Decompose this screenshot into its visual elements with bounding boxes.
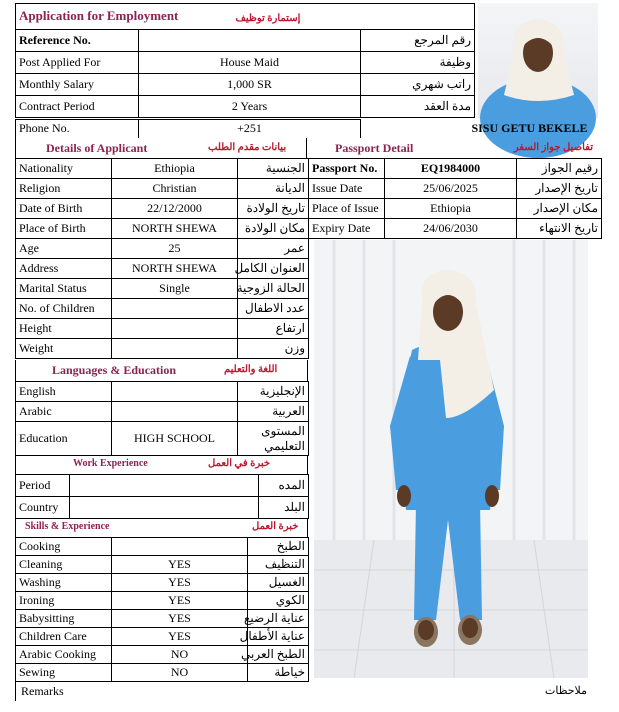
salary-row: [16, 74, 475, 96]
details-row: [16, 159, 309, 179]
ironing-label: Ironing: [16, 592, 112, 610]
marital-label: Marital Status: [16, 279, 112, 299]
washing-value: YES: [112, 574, 248, 592]
details-row: [16, 279, 309, 299]
children-label-ar: عدد الاطفال: [238, 299, 309, 319]
languages-title-ar: اللغة والتعليم: [224, 364, 278, 375]
babysitting-value: YES: [112, 610, 248, 628]
arabic-label: Arabic: [16, 402, 112, 422]
pob-label-ar: مكان الولادة: [238, 219, 309, 239]
expiry-date-label: Expiry Date: [309, 219, 385, 239]
reference-row: [16, 30, 475, 52]
remarks-label: Remarks: [21, 684, 64, 698]
height-label: Height: [16, 319, 112, 339]
arabic-cooking-label: Arabic Cooking: [16, 646, 112, 664]
phone-table: [15, 119, 602, 138]
ironing-value: YES: [112, 592, 248, 610]
passport-no-label: Passport No.: [309, 159, 385, 179]
phone-label: Phone No.: [16, 120, 139, 138]
dob-value: 22/12/2000: [112, 199, 238, 219]
religion-value: Christian: [112, 179, 238, 199]
passport-no-value: EQ1984000: [385, 159, 517, 179]
english-label: English: [16, 382, 112, 402]
religion-label-ar: الديانة: [238, 179, 309, 199]
marital-label-ar: الحالة الزوجية: [238, 279, 309, 299]
address-label: Address: [16, 259, 112, 279]
salary-value: 1,000 SR: [139, 74, 361, 96]
childcare-label: Children Care: [16, 628, 112, 646]
languages-title: Languages & Education: [52, 363, 177, 377]
details-row: [16, 259, 309, 279]
children-value: [112, 299, 238, 319]
applicant-portrait-photo: [478, 3, 598, 118]
work-title: Work Experience: [73, 458, 148, 469]
issue-date-label-ar: تاريخ الإصدار: [517, 179, 602, 199]
passport-section-header: [308, 138, 601, 158]
place-of-issue-label: Place of Issue: [309, 199, 385, 219]
weight-label: Weight: [16, 339, 112, 359]
nationality-label: Nationality: [16, 159, 112, 179]
salary-label-ar: راتب شهري: [361, 74, 475, 96]
washing-label-ar: الغسيل: [248, 574, 309, 592]
washing-label: Washing: [16, 574, 112, 592]
issue-date-value: 25/06/2025: [385, 179, 517, 199]
reference-value: [139, 30, 361, 52]
weight-label-ar: وزن: [238, 339, 309, 359]
cleaning-value: YES: [112, 556, 248, 574]
details-row: [16, 179, 309, 199]
education-label-ar-line2: التعليمي: [264, 438, 305, 453]
skills-title-ar: خبرة العمل: [252, 521, 299, 532]
height-label-ar: ارتفاع: [238, 319, 309, 339]
issue-date-label: Issue Date: [309, 179, 385, 199]
cooking-label-ar: الطبخ: [248, 538, 309, 556]
post-label: Post Applied For: [16, 52, 139, 74]
children-label: No. of Children: [16, 299, 112, 319]
details-row: [16, 339, 309, 359]
period-label-ar: المده: [259, 475, 309, 497]
contract-label: Contract Period: [16, 96, 139, 118]
applicant-name: SISU GETU BEKELE: [471, 120, 588, 135]
contract-row: [16, 96, 475, 118]
details-row: [16, 199, 309, 219]
cooking-label: Cooking: [16, 538, 112, 556]
childcare-label-ar: عناية الأطفال: [248, 628, 309, 646]
form-title-ar: إستمارة توظيف: [235, 12, 301, 24]
details-section-header: [15, 138, 307, 158]
contract-value: 2 Years: [139, 96, 361, 118]
work-table: [15, 474, 309, 519]
contract-label-ar: مدة العقد: [361, 96, 475, 118]
post-label-ar: وظيفة: [361, 52, 475, 74]
nationality-label-ar: الجنسية: [238, 159, 309, 179]
cleaning-label-ar: التنظيف: [248, 556, 309, 574]
expiry-date-value: 24/06/2030: [385, 219, 517, 239]
country-value: [70, 497, 259, 519]
reference-label-ar: رقم المرجع: [361, 30, 475, 52]
babysitting-label-ar: عناية الرضيع: [248, 610, 309, 628]
country-label: Country: [16, 497, 70, 519]
marital-value: Single: [112, 279, 238, 299]
details-row: [16, 319, 309, 339]
english-label-ar: الإنجليزية: [238, 382, 309, 402]
sewing-label-ar: خياطة: [248, 664, 309, 682]
details-title: Details of Applicant: [46, 141, 148, 155]
skills-section-header: [15, 518, 308, 537]
pob-value: NORTH SHEWA: [112, 219, 238, 239]
skills-table: [15, 537, 309, 682]
english-value: [112, 382, 238, 402]
weight-value: [112, 339, 238, 359]
passport-title-ar: تفاصيل جواز السفر: [513, 142, 593, 153]
arabic-cooking-label-ar: الطبخ العربي: [248, 646, 309, 664]
passport-no-label-ar: رقيم الجواز: [517, 159, 602, 179]
country-label-ar: البلد: [259, 497, 309, 519]
languages-table: [15, 381, 309, 456]
nationality-value: Ethiopia: [112, 159, 238, 179]
ironing-label-ar: الكوي: [248, 592, 309, 610]
remarks-label-ar: ملاحظات: [545, 685, 587, 697]
arabic-cooking-value: NO: [112, 646, 248, 664]
details-table: [15, 158, 309, 359]
childcare-value: YES: [112, 628, 248, 646]
applicant-full-body-photo: [314, 240, 588, 678]
work-title-ar: خبرة في العمل: [208, 458, 271, 469]
sewing-label: Sewing: [16, 664, 112, 682]
cooking-value: [112, 538, 248, 556]
place-of-issue-label-ar: مكان الإصدار: [517, 199, 602, 219]
form-title: Application for Employment: [19, 8, 179, 24]
post-value: House Maid: [139, 52, 361, 74]
address-label-ar: العنوان الكامل: [238, 259, 309, 279]
sewing-value: NO: [112, 664, 248, 682]
cleaning-label: Cleaning: [16, 556, 112, 574]
babysitting-label: Babysitting: [16, 610, 112, 628]
place-of-issue-value: Ethiopia: [385, 199, 517, 219]
religion-label: Religion: [16, 179, 112, 199]
address-value: NORTH SHEWA: [112, 259, 238, 279]
details-row: [16, 219, 309, 239]
passport-title: Passport Detail: [335, 141, 414, 155]
period-value: [70, 475, 259, 497]
details-row: [16, 239, 309, 259]
education-label: Education: [16, 422, 112, 456]
arabic-value: [112, 402, 238, 422]
height-value: [112, 319, 238, 339]
details-title-ar: بيانات مقدم الطلب: [208, 142, 287, 153]
title-row: [16, 4, 475, 30]
expiry-date-label-ar: تاريخ الانتهاء: [517, 219, 602, 239]
education-value: HIGH SCHOOL: [112, 422, 238, 456]
header-table: [15, 3, 475, 118]
reference-label: Reference No.: [16, 30, 139, 52]
remarks-row: [15, 681, 601, 701]
skills-title: Skills & Experience: [25, 521, 110, 532]
age-value: 25: [112, 239, 238, 259]
work-section-header: [15, 455, 308, 474]
age-label: Age: [16, 239, 112, 259]
education-label-ar: [238, 422, 309, 456]
age-label-ar: عمر: [238, 239, 309, 259]
details-row: [16, 299, 309, 319]
dob-label: Date of Birth: [16, 199, 112, 219]
period-label: Period: [16, 475, 70, 497]
phone-value: +251: [139, 120, 361, 138]
salary-label: Monthly Salary: [16, 74, 139, 96]
post-row: [16, 52, 475, 74]
arabic-label-ar: العربية: [238, 402, 309, 422]
dob-label-ar: تاريخ الولادة: [238, 199, 309, 219]
languages-section-header: [15, 360, 308, 381]
education-label-ar-line1: المستوى: [261, 423, 305, 438]
passport-table: [308, 158, 602, 239]
pob-label: Place of Birth: [16, 219, 112, 239]
